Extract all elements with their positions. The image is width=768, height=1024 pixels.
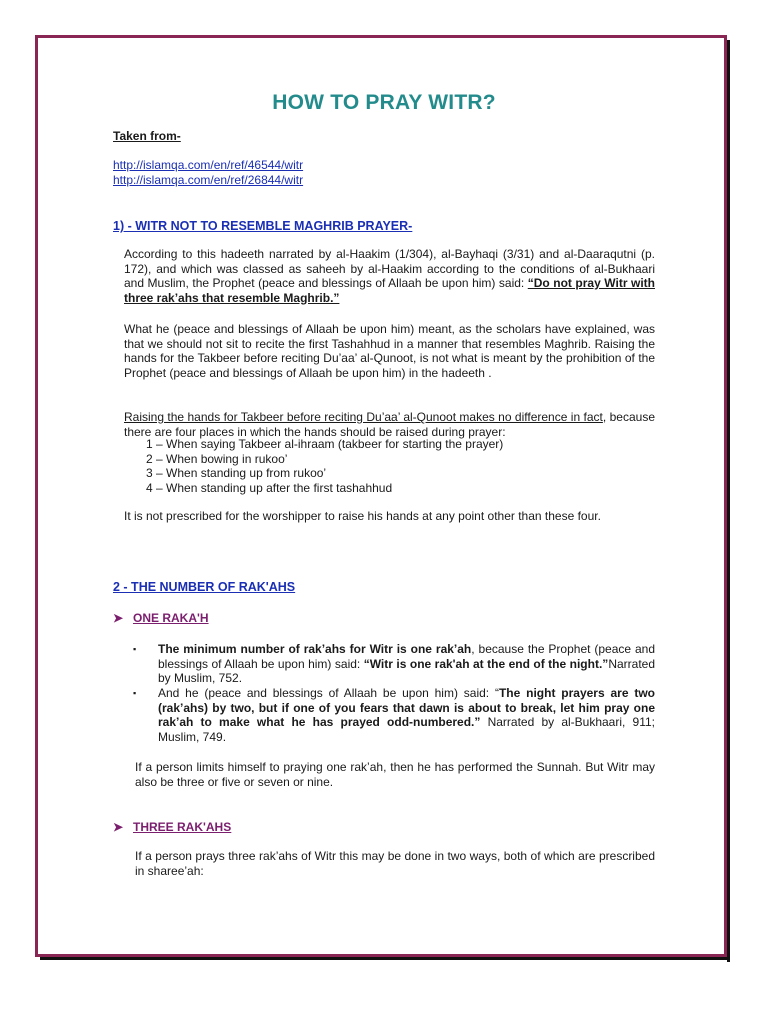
step-item: 2 – When bowing in rukoo’ <box>146 451 288 466</box>
step-item: 3 – When standing up from rukoo’ <box>146 466 327 480</box>
page-shadow-bottom <box>40 957 730 960</box>
arrow-icon: ➤ <box>113 820 124 834</box>
taken-from-label: Taken from- <box>113 129 181 143</box>
bullet-1-text: , because the Prophet (peace and blessings of Allaah be upon him) said: <box>158 642 656 671</box>
bullet-2-ref: Narrated by al-Bukhaari, 911; Muslim, 749. <box>158 715 655 744</box>
step-item: 4 – When standing up after the first tashahhud <box>146 480 393 495</box>
bullet-1-ref: Narrated by Muslim, 752. <box>158 656 655 685</box>
bullet-1-quote: “Witr is one rak'ah at the end of the night.” <box>363 656 609 671</box>
bullet-item-1 <box>133 642 655 686</box>
page-shadow-right <box>727 40 730 962</box>
step-item: 1 – When saying Takbeer al-ihraam (takbeer for starting the prayer) <box>146 437 504 451</box>
subheading-three-rakahs <box>113 820 231 835</box>
section-2-heading: 2 - THE NUMBER OF RAK'AHS <box>113 580 296 594</box>
bullet-2-text: And he (peace and blessings of Allaah be upon him) said: “ <box>158 686 499 700</box>
source-link-1[interactable]: http://islamqa.com/en/ref/46544/witr <box>113 158 304 172</box>
section-1-paragraph-2: What he (peace and blessings of Allaah be upon him) meant, as the scholars have explained, was that we should not sit to recite the first Tashahhud in a manner that resembles Maghrib. Raising the hands for the Takbeer before reciting Du’aa’ al-Qunoot, is not what is meant by the prohibition of the Prophet (peace and blessings of Allaah be upon him) in the hadeeth . <box>124 322 655 380</box>
square-bullet-icon: ▪ <box>133 688 137 698</box>
section-1-paragraph-1 <box>124 247 655 305</box>
section-1-paragraph-3 <box>124 410 655 439</box>
paragraph-3-text: , because there are four places in which the hands should be raised during prayer: <box>124 410 655 439</box>
section-1-paragraph-4: It is not prescribed for the worshipper to raise his hands at any point other than these four. <box>124 509 601 523</box>
raise-hands-steps <box>146 437 503 495</box>
arrow-icon: ➤ <box>113 611 124 625</box>
section-2-paragraph-1: If a person limits himself to praying one rak’ah, then he has performed the Sunnah. But Witr may also be three or five or seven or nine. <box>135 760 655 789</box>
subheading-one-rakah-label: ONE RAKA'H <box>133 611 209 625</box>
subheading-one-rakah <box>113 611 209 626</box>
paragraph-1-quote: “Do not pray Witr with three rak’ahs that resemble Maghrib.” <box>124 276 655 305</box>
square-bullet-icon: ▪ <box>133 644 137 654</box>
paragraph-1-text: According to this hadeeth narrated by al-Haakim (1/304), al-Bayhaqi (3/31) and al-Daaraqutni (p. 172), and which was classed as saheeh by al-Haakim according to the conditions of al-Bukhaari and Muslim, the Prophet (peace and blessings of Allaah be upon him) said: <box>124 247 655 290</box>
bullet-1-bold: The minimum number of rak’ahs for Witr is one rak’ah <box>158 642 472 656</box>
source-link-2[interactable]: http://islamqa.com/en/ref/26844/witr <box>113 172 304 187</box>
page-title: HOW TO PRAY WITR? <box>272 91 496 114</box>
section-1-heading: 1) - WITR NOT TO RESEMBLE MAGHRIB PRAYER- <box>113 219 413 233</box>
section-2-paragraph-2: If a person prays three rak’ahs of Witr this may be done in two ways, both of which are prescribed in sharee’ah: <box>135 849 655 878</box>
subheading-three-rakahs-label: THREE RAK'AHS <box>133 820 232 834</box>
bullet-2-quote: The night prayers are two (rak’ahs) by two, but if one of you fears that dawn is about to break, let him pray one rak’ah to make what he has prayed odd-numbered.” <box>158 686 655 729</box>
paragraph-3-underlined: Raising the hands for Takbeer before reciting Du’aa’ al-Qunoot makes no difference in fact <box>124 410 603 424</box>
bullet-item-2 <box>133 686 655 744</box>
source-links <box>113 158 303 187</box>
